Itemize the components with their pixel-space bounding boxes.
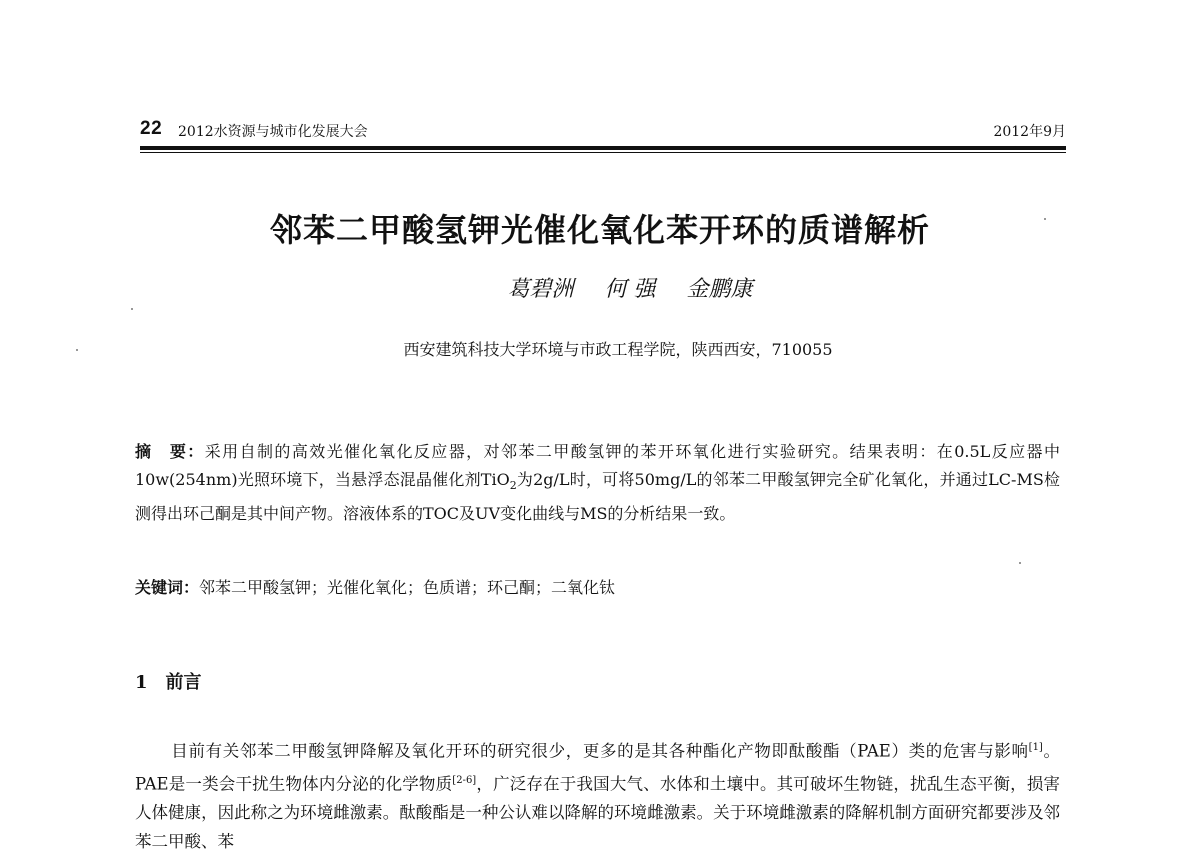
author-list xyxy=(0,272,1200,303)
author-name: 葛碧洲 xyxy=(507,277,574,302)
scan-speck xyxy=(131,308,133,310)
abstract xyxy=(135,438,1060,528)
page-number: 22 xyxy=(140,118,163,139)
body-text: ，广泛存在于我国大气、水体和土壤中。其可破坏生物链，扰乱生态平衡，损害人体健康，因此称之为环境雌激素。酞酸酯是一种公认难以降解的环境雌激素。关于环境雌激素的降解机制方面研究都要涉及邻苯二甲酸、苯 xyxy=(135,774,1060,851)
body-text: 目前有关邻苯二甲酸氢钾降解及氧化开环的研究很少，更多的是其各种酯化产物即酞酸酯（PAE）类的危害与影响 xyxy=(171,741,1029,761)
section-heading xyxy=(135,668,202,694)
abstract-label: 摘 要： xyxy=(135,442,205,461)
abstract-text: 采用自制的高效光催化氧化反应器，对邻苯二甲酸氢钾的苯开环氧化进行实验研究。结果表明：在0.5L反应器中10w(254nm)光照环境下，当悬浮态混晶催化剂TiO xyxy=(135,442,1060,489)
body-text: 。PAE是一类会干扰生物体内分泌的化学物质 xyxy=(135,741,1060,793)
header-date: 2012年9月 xyxy=(993,124,1066,140)
keywords-label: 关键词： xyxy=(135,578,200,597)
keywords-text: 邻苯二甲酸氢钾；光催化氧化；色质谱；环己酮；二氧化钛 xyxy=(199,578,616,597)
scan-speck xyxy=(1044,218,1046,220)
header-rule-thick xyxy=(140,146,1066,150)
author-name: 金鹏康 xyxy=(686,277,753,302)
citation: [1] xyxy=(1028,742,1043,753)
abstract-text-cont: 为2g/L时，可将50mg/L的邻苯二甲酸氢钾完全矿化氧化，并通过LC-MS检测得出环己酮是其中间产物。溶液体系的TOC及UV变化曲线与MS的分析结果一致。 xyxy=(135,470,1060,524)
paper-title: 邻苯二甲酸氢钾光催化氧化苯开环的质谱解析 xyxy=(269,211,930,249)
scan-speck xyxy=(1019,562,1021,564)
conference-name: 2012水资源与城市化发展大会 xyxy=(178,124,368,140)
citation: [2-6] xyxy=(452,774,477,786)
section-number: 1 xyxy=(135,672,148,693)
running-header xyxy=(140,118,1066,146)
affiliation: 西安建筑科技大学环境与市政工程学院，陕西西安，710055 xyxy=(403,340,833,359)
scan-speck xyxy=(76,349,78,351)
section-title: 前言 xyxy=(165,672,202,693)
keywords xyxy=(135,574,1060,602)
subscript: 2 xyxy=(509,479,517,493)
author-name: 何 强 xyxy=(604,277,656,302)
header-rule-thin xyxy=(140,152,1066,153)
body-paragraph xyxy=(135,733,1060,856)
